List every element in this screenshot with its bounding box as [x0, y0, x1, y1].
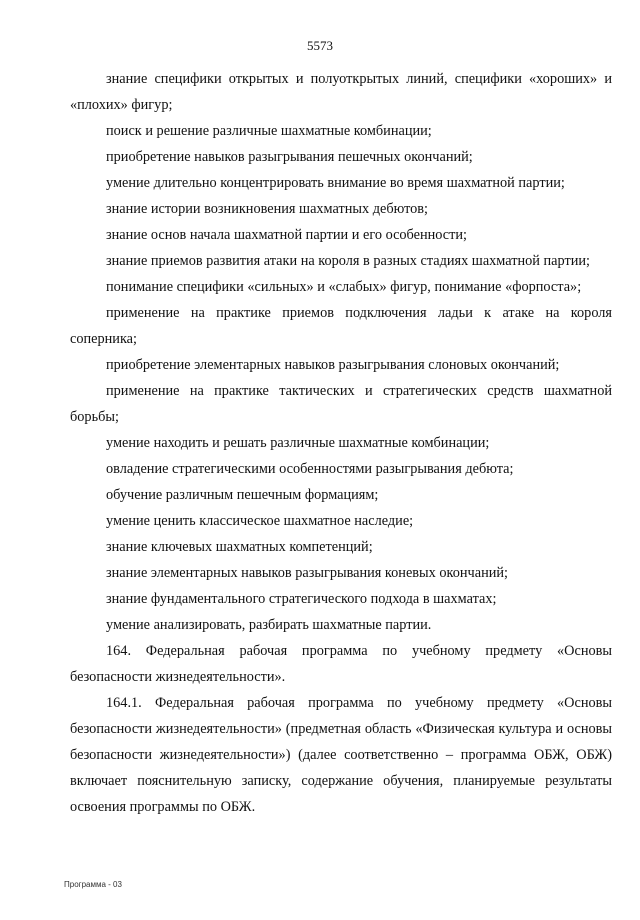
paragraph: применение на практике приемов подключения ладьи к атаке на короля соперника;: [70, 305, 612, 347]
paragraph: понимание специфики «сильных» и «слабых» фигур, понимание «форпоста»;: [106, 279, 582, 295]
paragraph: поиск и решение различные шахматные комбинации;: [106, 123, 432, 139]
paragraph: знание ключевых шахматных компетенций;: [106, 539, 373, 555]
paragraph: применение на практике тактических и стратегических средств шахматной борьбы;: [70, 383, 612, 425]
paragraph: знание приемов развития атаки на короля в разных стадиях шахматной партии;: [106, 253, 590, 269]
document-body: [70, 66, 612, 820]
paragraph: приобретение элементарных навыков разыгрывания слоновых окончаний;: [106, 357, 560, 373]
paragraph: знание специфики открытых и полуоткрытых линий, специфики «хороших» и «плохих» фигур;: [70, 71, 612, 113]
paragraph: овладение стратегическими особенностями разыгрывания дебюта;: [106, 461, 514, 477]
paragraph: знание элементарных навыков разыгрывания коневых окончаний;: [106, 565, 509, 581]
paragraph: приобретение навыков разыгрывания пешечных окончаний;: [106, 149, 473, 165]
paragraph: обучение различным пешечным формациям;: [106, 487, 379, 503]
paragraph: знание истории возникновения шахматных дебютов;: [106, 201, 429, 217]
section-heading: 164. Федеральная рабочая программа по учебному предмету «Основы безопасности жизнедеятельности».: [70, 643, 612, 685]
paragraph: 164.1. Федеральная рабочая программа по учебному предмету «Основы безопасности жизнедеятельности» (предметная область «Физическая культура и основы безопасности жизнедеятельности») (далее соответственно – программа ОБЖ, ОБЖ) включает пояснительную записку, содержание обучения, планируемые результаты освоения программы по ОБЖ.: [70, 695, 612, 815]
paragraph: знание фундаментального стратегического подхода в шахматах;: [106, 591, 497, 607]
footer-label: Программа - 03: [64, 880, 122, 889]
paragraph: умение анализировать, разбирать шахматные партии.: [106, 617, 432, 633]
page-number: 5573: [307, 38, 333, 53]
paragraph: знание основ начала шахматной партии и его особенности;: [106, 227, 468, 243]
paragraph: умение ценить классическое шахматное наследие;: [106, 513, 414, 529]
paragraph: умение длительно концентрировать внимание во время шахматной партии;: [106, 175, 565, 191]
paragraph: умение находить и решать различные шахматные комбинации;: [106, 435, 490, 451]
